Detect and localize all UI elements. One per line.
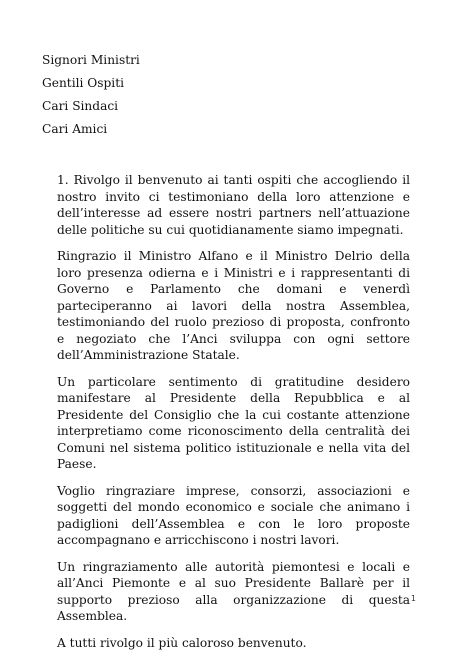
- salutation-line: Signori Ministri: [42, 53, 140, 67]
- salutation-line: Cari Amici: [42, 122, 108, 136]
- speech-body: [57, 172, 410, 661]
- salutation-block: [42, 52, 422, 144]
- paragraph-business-thanks: Voglio ringraziare imprese, consorzi, associazioni e soggetti del mondo economico e sociale che animano i padiglioni dell’Assemblea e con le loro proposte accompagnano e arricchiscono i nostri lavori.: [57, 483, 410, 547]
- paragraph-president-gratitude: Un particolare sentimento di gratitudine desidero manifestare al Presidente della Repubblica e al Presidente del Consiglio che la cui costante attenzione interpretiamo come riconoscimento della centralità dei Comuni nel sistema politico istituzionale e nella vita del Paese.: [57, 374, 410, 471]
- paragraph-piemonte-thanks: Un ringraziamento alle autorità piemontesi e locali e all’Anci Piemonte e al suo Presidente Ballarè per il supporto prezioso alla organizzazione di questa Assemblea.: [57, 559, 410, 623]
- paragraph-ministers-thanks: Ringrazio il Ministro Alfano e il Ministro Delrio della loro presenza odierna e i Ministri e i rappresentanti di Governo e Parlamento che domani e venerdì parteciperanno ai lavori della nostra Assemblea, testimoniando del ruolo prezioso di proposta, confronto e negoziato che l’Anci sviluppa con ogni settore dell’Amministrazione Statale.: [57, 249, 410, 362]
- salutation-line: Gentili Ospiti: [42, 76, 125, 90]
- paragraph-welcome: 1. Rivolgo il benvenuto ai tanti ospiti che accogliendo il nostro invito ci testimoniano della loro attenzione e dell’interesse ad essere nostri partners nell’attuazione delle politiche su cui quotidianamente siamo impegnati.: [57, 173, 410, 237]
- salutation-line: Cari Sindaci: [42, 99, 119, 113]
- paragraph-closing-welcome: A tutti rivolgo il più caloroso benvenuto.: [57, 635, 307, 650]
- page-number: 1: [410, 594, 416, 603]
